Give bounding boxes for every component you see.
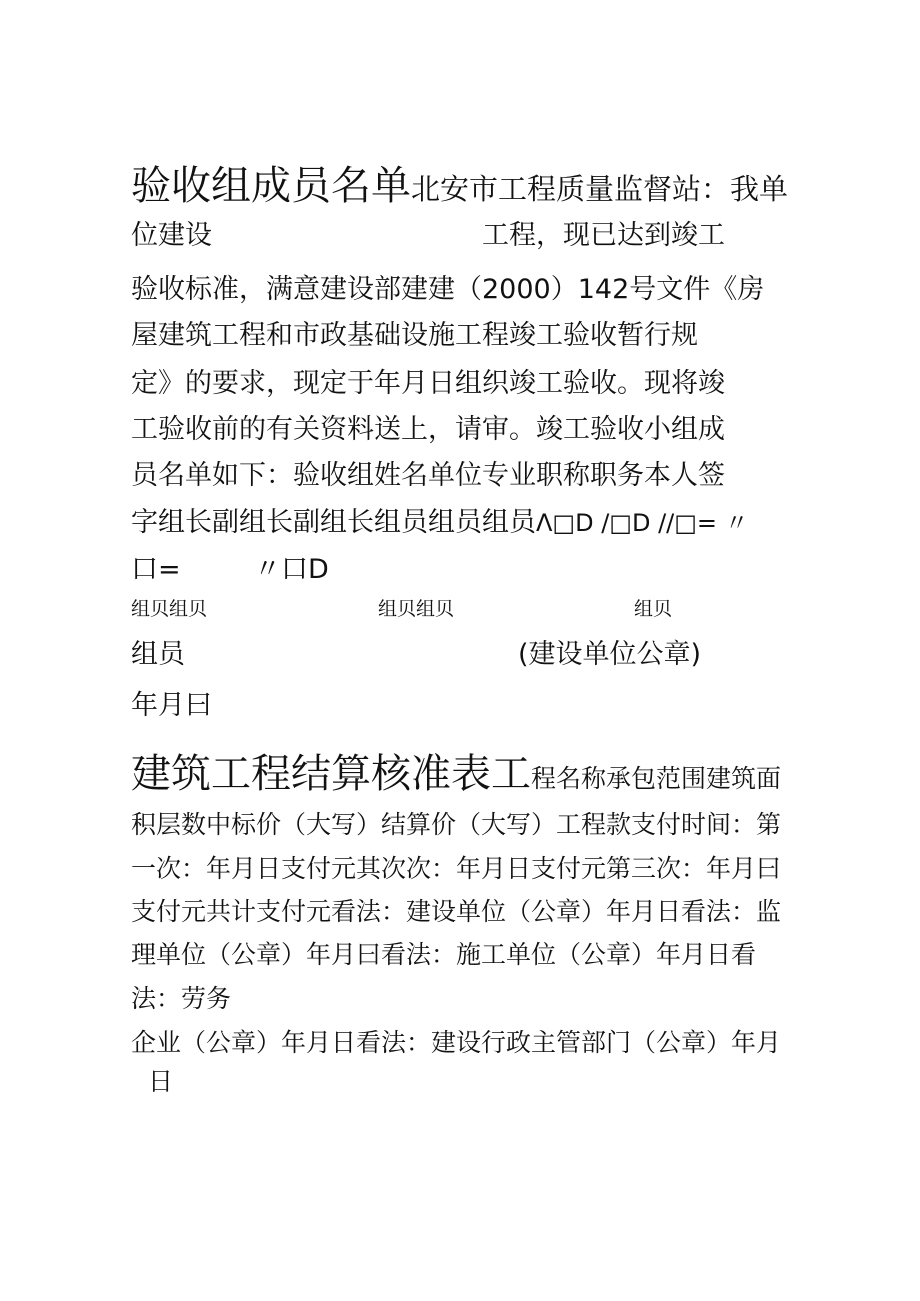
seal-label: (建设单位公章) [518, 639, 702, 670]
section2-line5: 理单位（公章）年月曰看法：施工单位（公章）年月日看 [131, 940, 757, 969]
section1-line1: 北安市工程质量监督站：我单 [411, 172, 789, 206]
section1-line3: 验收标准，满意建设部建建（2000）142号文件《房 [131, 274, 765, 305]
section2-line4: 支付元共计支付元看法：建设单位（公章）年月日看法：监 [131, 897, 782, 926]
date-label: 年月曰 [131, 690, 212, 721]
section1-line6: 工验收前的有关资料送上，请审。竣工验收小组成 [131, 414, 725, 445]
section2-line3: 一次：年月日支付元其次次：年月日支付元第三次：年月曰 [131, 854, 782, 883]
section1-line7: 员名单如下：验收组姓名单位专业职称职务本人签 [131, 460, 725, 491]
section1-heading-line [131, 163, 789, 209]
section1-line9a: 口= [131, 554, 181, 585]
section2-line7: 企业（公章）年月日看法：建设行政主管部门（公章）年月 [131, 1028, 782, 1057]
section2-heading-line [131, 751, 782, 797]
section1-line2a: 位建设 [131, 220, 212, 251]
section1-title: 验收组成员名单 [131, 163, 411, 209]
section1-line4: 屋建筑工程和市政基础设施工程竣工验收暂行规 [131, 320, 698, 351]
small-row-1: 组贝组贝 [131, 598, 208, 620]
section2-title: 建筑工程结算核准表工 [131, 751, 531, 797]
small-row-3: 组贝 [634, 598, 673, 620]
member-label: 组员 [131, 639, 185, 670]
section2-line2: 积层数中标价（大写）结算价（大写）工程款支付时间：第 [131, 810, 782, 839]
section1-line2b: 工程，现已达到竣工 [482, 220, 725, 251]
section1-line8a: 字组长副组长副组长组员组员组员 [131, 507, 536, 538]
section1-line9b: 〃口D [254, 554, 329, 585]
section2-line1: 程名称承包范围建筑面 [531, 764, 782, 793]
small-row-2: 组贝组贝 [378, 598, 455, 620]
section1-line8 [131, 509, 749, 536]
section2-line8: 日 [148, 1067, 174, 1096]
section2-line6: 法：劳务 [131, 984, 232, 1013]
section1-line8b: Λ□D /□D //□= 〃 [536, 509, 749, 537]
section1-line5: 定》的要求，现定于年月日组织竣工验收。现将竣 [131, 368, 725, 399]
